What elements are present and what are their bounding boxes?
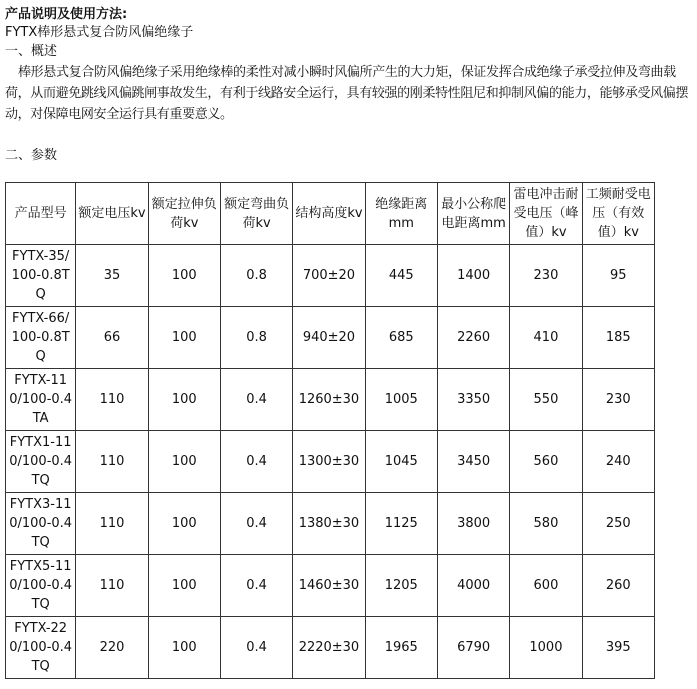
cell-bending-load: 0.4 xyxy=(220,431,292,493)
cell-tensile-load: 100 xyxy=(148,555,220,617)
cell-insulation-distance: 1045 xyxy=(365,431,437,493)
cell-bending-load: 0.4 xyxy=(220,369,292,431)
cell-rated-voltage: 110 xyxy=(76,369,148,431)
cell-insulation-distance: 685 xyxy=(365,307,437,369)
header-rated-voltage: 额定电压kv xyxy=(76,183,148,245)
cell-model: FYTX-110/100-0.4TA xyxy=(6,369,76,431)
cell-lightning-impulse: 560 xyxy=(510,431,582,493)
cell-structure-height: 1260±30 xyxy=(293,369,365,431)
header-structure-height: 结构高度kv xyxy=(293,183,365,245)
header-rated-bending-load: 额定弯曲负荷kv xyxy=(220,183,292,245)
cell-model: FYTX-220/100-0.4TQ xyxy=(6,617,76,679)
overview-paragraph: 棒形悬式复合防风偏绝缘子采用绝缘棒的柔性对减小瞬时风偏所产生的大力矩，保证发挥合成绝缘子承受拉伸及弯曲载荷，从而避免跳线风偏跳闸事故发生，有利于线路安全运行，具有较强的刚柔特性阻尼和抑制风偏的能力，能够承受风偏摆动，对保障电网安全运行具有重要意义。 xyxy=(5,65,689,122)
header-creepage-distance: 最小公称爬电距离mm xyxy=(437,183,509,245)
cell-lightning-impulse: 550 xyxy=(510,369,582,431)
cell-model: FYTX5-110/100-0.4TQ xyxy=(6,555,76,617)
cell-bending-load: 0.8 xyxy=(220,245,292,307)
cell-rated-voltage: 110 xyxy=(76,555,148,617)
cell-lightning-impulse: 1000 xyxy=(510,617,582,679)
cell-tensile-load: 100 xyxy=(148,493,220,555)
header-model: 产品型号 xyxy=(6,183,76,245)
cell-creepage-distance: 3800 xyxy=(437,493,509,555)
cell-rated-voltage: 35 xyxy=(76,245,148,307)
cell-power-frequency: 240 xyxy=(582,431,654,493)
cell-power-frequency: 185 xyxy=(582,307,654,369)
cell-creepage-distance: 3350 xyxy=(437,369,509,431)
cell-tensile-load: 100 xyxy=(148,369,220,431)
cell-structure-height: 2220±30 xyxy=(293,617,365,679)
cell-structure-height: 700±20 xyxy=(293,245,365,307)
header-insulation-distance: 绝缘距离mm xyxy=(365,183,437,245)
cell-power-frequency: 250 xyxy=(582,493,654,555)
cell-creepage-distance: 4000 xyxy=(437,555,509,617)
cell-tensile-load: 100 xyxy=(148,307,220,369)
cell-rated-voltage: 110 xyxy=(76,431,148,493)
table-row xyxy=(6,245,655,307)
cell-creepage-distance: 2260 xyxy=(437,307,509,369)
cell-structure-height: 1300±30 xyxy=(293,431,365,493)
cell-power-frequency: 260 xyxy=(582,555,654,617)
cell-insulation-distance: 1005 xyxy=(365,369,437,431)
cell-insulation-distance: 1965 xyxy=(365,617,437,679)
product-subtitle: FYTX棒形悬式复合防风偏绝缘子 xyxy=(5,25,194,40)
cell-bending-load: 0.4 xyxy=(220,493,292,555)
cell-structure-height: 1380±30 xyxy=(293,493,365,555)
table-row xyxy=(6,555,655,617)
parameters-table xyxy=(5,182,655,679)
cell-bending-load: 0.4 xyxy=(220,617,292,679)
cell-lightning-impulse: 600 xyxy=(510,555,582,617)
section-overview-title: 一、概述 xyxy=(5,44,58,59)
cell-rated-voltage: 220 xyxy=(76,617,148,679)
cell-structure-height: 940±20 xyxy=(293,307,365,369)
cell-model: FYTX-66/100-0.8TQ xyxy=(6,307,76,369)
cell-lightning-impulse: 230 xyxy=(510,245,582,307)
cell-creepage-distance: 1400 xyxy=(437,245,509,307)
cell-rated-voltage: 110 xyxy=(76,493,148,555)
table-row xyxy=(6,493,655,555)
cell-insulation-distance: 1125 xyxy=(365,493,437,555)
table-header-row xyxy=(6,183,655,245)
table-row xyxy=(6,617,655,679)
cell-power-frequency: 230 xyxy=(582,369,654,431)
cell-insulation-distance: 445 xyxy=(365,245,437,307)
cell-lightning-impulse: 410 xyxy=(510,307,582,369)
cell-tensile-load: 100 xyxy=(148,617,220,679)
cell-insulation-distance: 1205 xyxy=(365,555,437,617)
cell-lightning-impulse: 580 xyxy=(510,493,582,555)
cell-tensile-load: 100 xyxy=(148,245,220,307)
cell-power-frequency: 95 xyxy=(582,245,654,307)
cell-bending-load: 0.8 xyxy=(220,307,292,369)
header-rated-tensile-load: 额定拉伸负荷kv xyxy=(148,183,220,245)
cell-model: FYTX-35/100-0.8TQ xyxy=(6,245,76,307)
header-lightning-impulse: 雷电冲击耐受电压（峰值）kv xyxy=(510,183,582,245)
cell-creepage-distance: 6790 xyxy=(437,617,509,679)
cell-bending-load: 0.4 xyxy=(220,555,292,617)
cell-model: FYTX1-110/100-0.4TQ xyxy=(6,431,76,493)
cell-power-frequency: 395 xyxy=(582,617,654,679)
section-parameters-title: 二、参数 xyxy=(5,148,58,163)
table-row xyxy=(6,369,655,431)
table-row xyxy=(6,307,655,369)
cell-rated-voltage: 66 xyxy=(76,307,148,369)
page-heading: 产品说明及使用方法: xyxy=(5,7,128,22)
cell-model: FYTX3-110/100-0.4TQ xyxy=(6,493,76,555)
cell-tensile-load: 100 xyxy=(148,431,220,493)
cell-structure-height: 1460±30 xyxy=(293,555,365,617)
header-power-frequency: 工频耐受电压（有效值）kv xyxy=(582,183,654,245)
table-row xyxy=(6,431,655,493)
cell-creepage-distance: 3450 xyxy=(437,431,509,493)
